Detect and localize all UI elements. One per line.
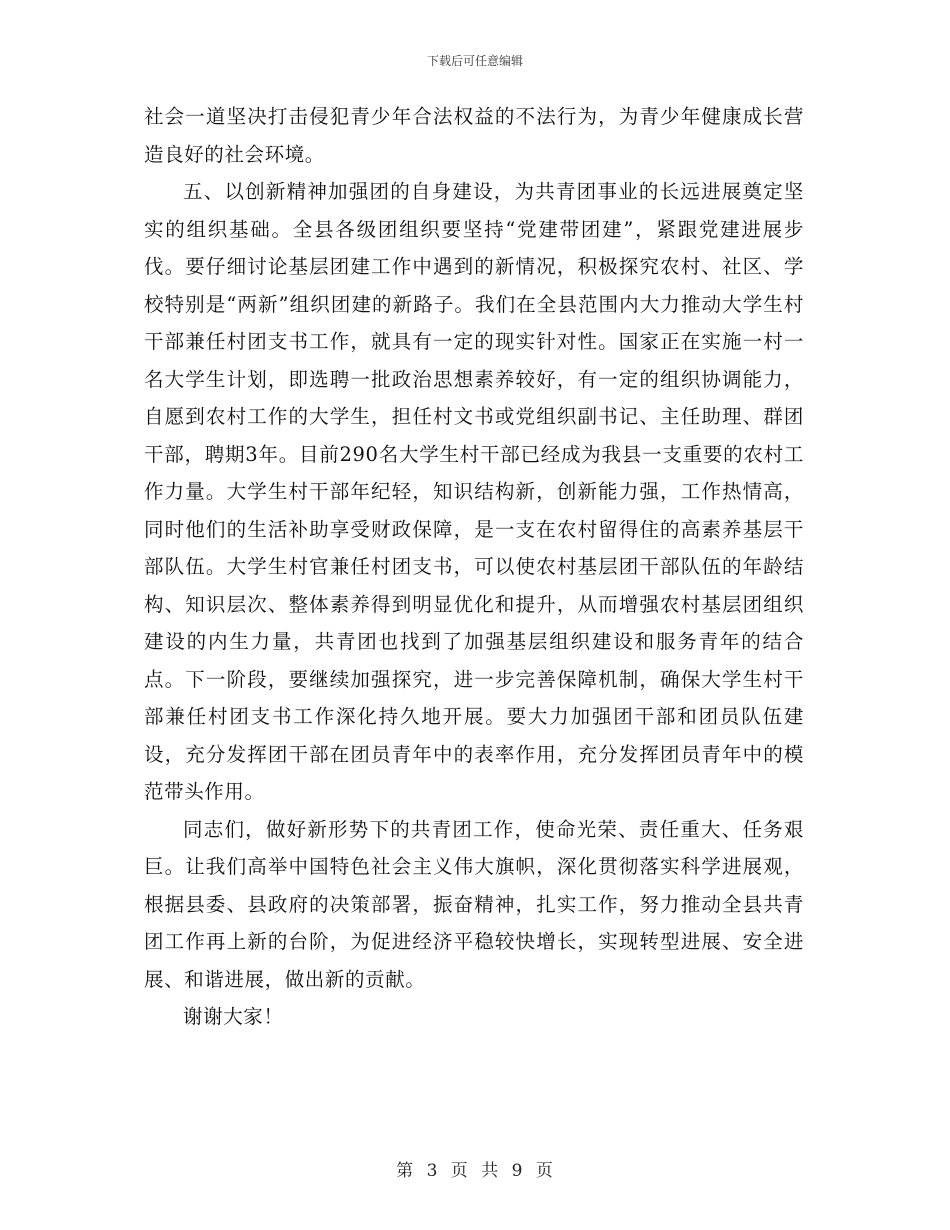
paragraph-4: 谢谢大家！ — [183, 1005, 284, 1028]
page-header: 下载后可任意编辑 — [426, 54, 523, 68]
paragraph-1: 社会一道坚决打击侵犯青少年合法权益的不法行为，为青少年健康成长营造良好的社会环境。 — [144, 105, 804, 166]
paragraph-3: 同志们，做好新形势下的共青团工作，使命光荣、责任重大、任务艰巨。让我们高举中国特色社会主义伟大旗帜，深化贯彻落实科学进展观，根据县委、县政府的决策部署，振奋精神，扎实工作，努力推动全县共青团工作再上新的台阶，为促进经济平稳较快增长，实现转型进展、安全进展、和谐进展，做出新的贡献。 — [144, 817, 804, 991]
page-footer — [0, 1156, 950, 1181]
footer-total-pages: 9 — [511, 1161, 524, 1181]
document-body — [144, 98, 804, 1036]
footer-suffix: 页 — [535, 1161, 554, 1181]
footer-current-page: 3 — [426, 1161, 439, 1181]
footer-total-word: 共 — [481, 1161, 500, 1181]
paragraph-2: 五、以创新精神加强团的自身建设，为共青团事业的长远进展奠定坚实的组织基础。全县各级团组织要坚持“党建带团建”，紧跟党建进展步伐。要仔细讨论基层团建工作中遇到的新情况，积极探究农村、社区、学校特别是“两新”组织团建的新路子。我们在全县范围内大力推动大学生村干部兼任村团支书工作，就具有一定的现实针对性。国家正在实施一村一名大学生计划，即选聘一批政治思想素养较好，有一定的组织协调能力，自愿到农村工作的大学生，担任村文书或党组织副书记、主任助理、群团干部，聘期3年。目前290名大学生村干部已经成为我县一支重要的农村工作力量。大学生村干部年纪轻，知识结构新，创新能力强，工作热情高，同时他们的生活补助享受财政保障，是一支在农村留得住的高素养基层干部队伍。大学生村官兼任村团支书，可以使农村基层团干部队伍的年龄结构、知识层次、整体素养得到明显优化和提升，从而增强农村基层团组织建设的内生力量，共青团也找到了加强基层组织建设和服务青年的结合点。下一阶段，要继续加强探究，进一步完善保障机制，确保大学生村干部兼任村团支书工作深化持久地开展。要大力加强团干部和团员队伍建设，充分发挥团干部在团员青年中的表率作用，充分发挥团员青年中的模范带头作用。 — [144, 180, 804, 803]
footer-page-word: 页 — [450, 1161, 469, 1181]
footer-prefix: 第 — [396, 1161, 415, 1181]
